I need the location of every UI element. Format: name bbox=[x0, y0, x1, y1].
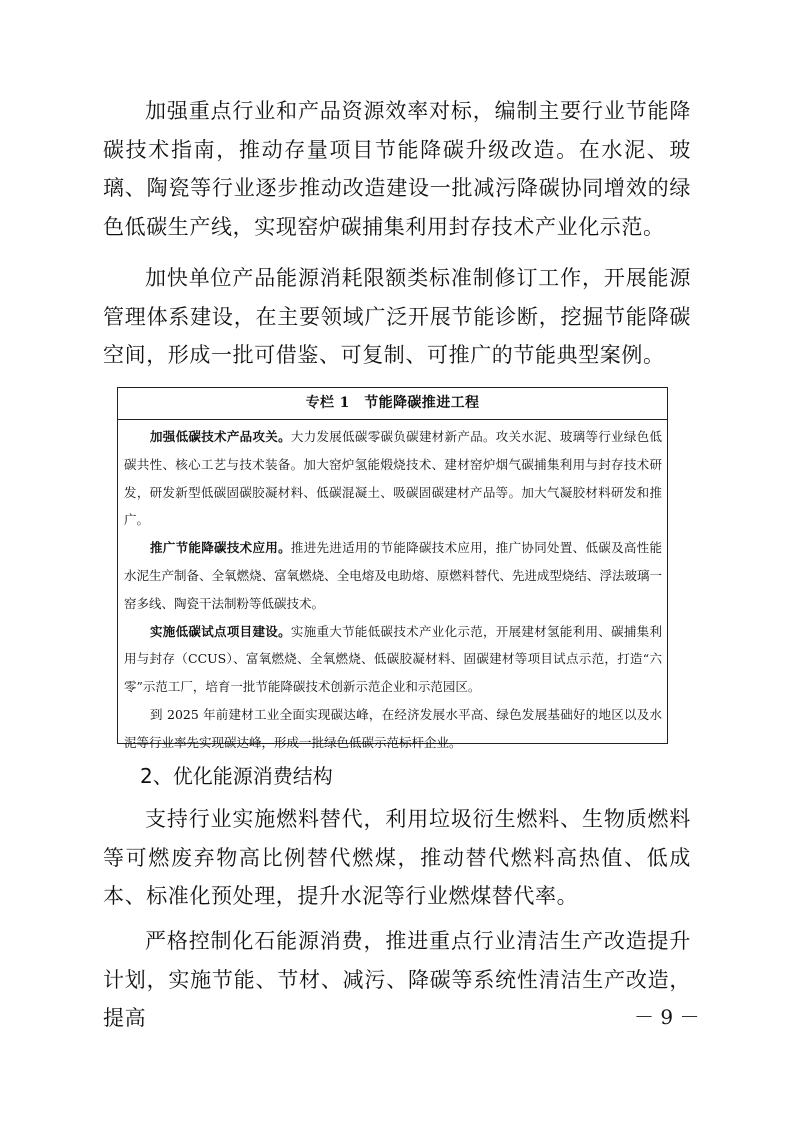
feature-item bbox=[124, 618, 662, 701]
body-paragraph: 加强重点行业和产品资源效率对标，编制主要行业节能降碳技术指南，推动存量项目节能降碳升级改造。在水泥、玻璃、陶瓷等行业逐步推动改造建设一批减污降碳协同增效的绿色低碳生产线，实现窑炉碳捕集利用封存技术产业化示范。 bbox=[103, 99, 691, 239]
feature-item-text: 大力发展低碳零碳负碳建材新产品。攻关水泥、玻璃等行业绿色低碳共性、核心工艺与技术装备。加大窑炉氢能煅烧技术、建材窑炉烟气碳捕集利用与封存技术研发，研发新型低碳固碳胶凝材料、低碳混凝土、吸碳固碳建材产品等。加大气凝胶材料研发和推广。 bbox=[124, 429, 662, 528]
feature-item-text: 推进先进适用的节能降碳技术应用，推广协同处置、低碳及高性能水泥生产制备、全氧燃烧、富氧燃烧、全电熔及电助熔、原燃料替代、先进成型烧结、浮法玻璃一窑多线、陶瓷干法制粉等低碳技术。 bbox=[124, 540, 662, 611]
feature-box bbox=[117, 387, 668, 750]
feature-item-lead: 实施低碳试点项目建设。 bbox=[150, 623, 291, 639]
feature-item bbox=[124, 534, 662, 617]
feature-item-lead: 推广节能降碳技术应用。 bbox=[150, 540, 291, 556]
body-paragraph: 支持行业实施燃料替代，利用垃圾衍生燃料、生物质燃料等可燃废弃物高比例替代燃煤，推动替代燃料高热值、低成本、标准化预处理，提升水泥等行业燃煤替代率。 bbox=[103, 807, 691, 908]
feature-box-body bbox=[118, 420, 667, 757]
feature-item-lead: 加强低碳技术产品攻关。 bbox=[150, 429, 291, 444]
feature-item bbox=[124, 423, 662, 534]
feature-box-title: 专栏 1 节能降碳推进工程 bbox=[118, 388, 667, 420]
body-paragraph: 加快单位产品能源消耗限额类标准制修订工作，开展能源管理体系建设，在主要领域广泛开展节能诊断，挖掘节能降碳空间，形成一批可借鉴、可复制、可推广的节能典型案例。 bbox=[103, 266, 691, 367]
feature-item-text: 实施重大节能低碳技术产业化示范，开展建材氢能利用、碳捕集利用与封存（CCUS）、富氧燃烧、全氧燃烧、低碳胶凝材料、固碳建材等项目试点示范，打造“六零”示范工厂，培育一批节能降碳技术创新示范企业和示范园区。 bbox=[124, 623, 662, 695]
body-paragraph: 严格控制化石能源消费，推进重点行业清洁生产改造提升计划，实施节能、节材、减污、降碳等系统性清洁生产改造，提高 bbox=[103, 929, 691, 1030]
section-heading: 2、优化能源消费结构 bbox=[140, 764, 333, 788]
feature-item-text: 到 2025 年前建材工业全面实现碳达峰，在经济发展水平高、绿色发展基础好的地区以及水泥等行业率先实现碳达峰，形成一批绿色低碳示范标杆企业。 bbox=[124, 706, 662, 750]
page-number: － 9 － bbox=[634, 1005, 700, 1029]
feature-item bbox=[124, 701, 662, 757]
